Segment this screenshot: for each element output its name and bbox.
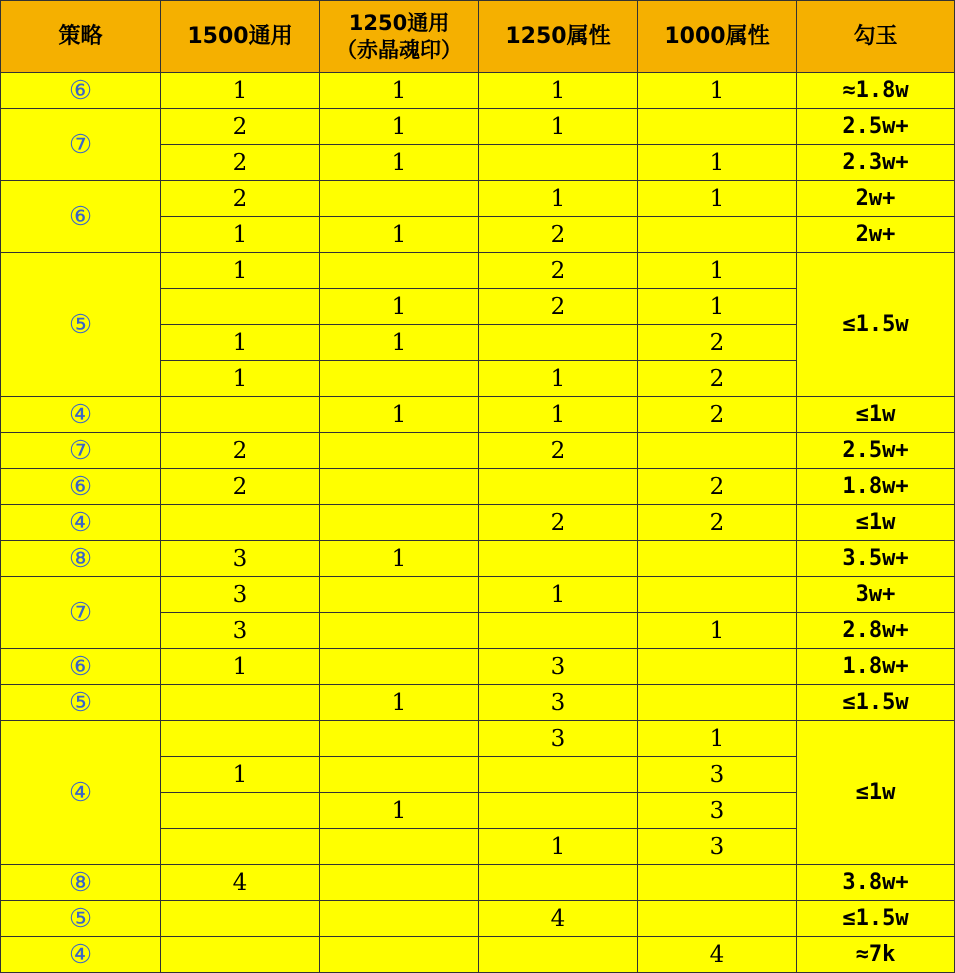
cell-1250-attribute	[479, 325, 638, 361]
cell-1000-attribute: 3	[638, 757, 797, 793]
table-row	[1, 865, 955, 901]
header-1250-attribute: 1250属性	[479, 1, 638, 73]
header-1250-general	[320, 1, 479, 73]
cell-strategy: ⑦	[1, 433, 161, 469]
cell-1500-general	[161, 397, 320, 433]
cell-strategy: ⑥	[1, 181, 161, 253]
cell-1250-general	[320, 829, 479, 865]
cell-1250-attribute: 2	[479, 253, 638, 289]
cell-strategy: ④	[1, 397, 161, 433]
cell-1500-general	[161, 505, 320, 541]
cell-1250-general	[320, 577, 479, 613]
table-row	[1, 253, 955, 289]
cell-1250-general	[320, 937, 479, 973]
table-row	[1, 937, 955, 973]
cell-strategy: ⑦	[1, 109, 161, 181]
cell-1500-general	[161, 793, 320, 829]
cell-1250-general	[320, 181, 479, 217]
cell-1000-attribute: 1	[638, 181, 797, 217]
cell-1500-general: 3	[161, 541, 320, 577]
cell-magatama: 2.5w+	[797, 433, 955, 469]
cell-1250-general	[320, 505, 479, 541]
cell-1000-attribute	[638, 109, 797, 145]
cell-strategy: ④	[1, 721, 161, 865]
cell-1000-attribute: 1	[638, 721, 797, 757]
cell-1500-general	[161, 937, 320, 973]
cell-1250-general	[320, 613, 479, 649]
cell-1250-attribute: 1	[479, 109, 638, 145]
table-row	[1, 649, 955, 685]
cell-1500-general: 1	[161, 361, 320, 397]
cell-1500-general: 2	[161, 181, 320, 217]
cell-1250-general: 1	[320, 217, 479, 253]
cell-magatama: 1.8w+	[797, 649, 955, 685]
table-row	[1, 397, 955, 433]
cell-1250-attribute: 1	[479, 181, 638, 217]
table-header	[1, 1, 955, 73]
cell-1250-attribute: 3	[479, 685, 638, 721]
cell-1500-general: 3	[161, 577, 320, 613]
cell-strategy: ⑥	[1, 649, 161, 685]
cell-1250-attribute: 3	[479, 721, 638, 757]
cell-1250-general: 1	[320, 325, 479, 361]
cell-1000-attribute	[638, 433, 797, 469]
cell-1000-attribute	[638, 541, 797, 577]
cell-strategy: ⑤	[1, 253, 161, 397]
cell-magatama: ≈1.8w	[797, 73, 955, 109]
cell-1250-attribute: 2	[479, 217, 638, 253]
cell-strategy: ⑤	[1, 901, 161, 937]
cell-1250-general	[320, 865, 479, 901]
cell-1250-general	[320, 901, 479, 937]
cell-magatama: 1.8w+	[797, 469, 955, 505]
table-row	[1, 73, 955, 109]
cell-strategy: ⑥	[1, 73, 161, 109]
header-1500-general: 1500通用	[161, 1, 320, 73]
cell-magatama: 2.3w+	[797, 145, 955, 181]
cell-1500-general: 1	[161, 217, 320, 253]
cell-1500-general: 2	[161, 109, 320, 145]
cell-1500-general	[161, 289, 320, 325]
table-row	[1, 685, 955, 721]
cell-magatama: 2w+	[797, 181, 955, 217]
table-row	[1, 721, 955, 757]
cell-1250-attribute: 1	[479, 73, 638, 109]
cell-1000-attribute: 2	[638, 505, 797, 541]
table-row	[1, 505, 955, 541]
cell-1250-attribute	[479, 469, 638, 505]
cell-1250-attribute: 1	[479, 577, 638, 613]
cell-1250-general	[320, 361, 479, 397]
cell-1000-attribute	[638, 217, 797, 253]
table-row	[1, 109, 955, 145]
cell-1250-attribute: 2	[479, 505, 638, 541]
cell-magatama: 3w+	[797, 577, 955, 613]
table-row	[1, 469, 955, 505]
cell-1000-attribute: 2	[638, 361, 797, 397]
cell-strategy: ④	[1, 937, 161, 973]
cell-1250-attribute	[479, 613, 638, 649]
cell-1000-attribute: 3	[638, 829, 797, 865]
cell-1000-attribute	[638, 901, 797, 937]
cell-1000-attribute: 1	[638, 73, 797, 109]
cell-1250-general: 1	[320, 73, 479, 109]
cell-1250-attribute	[479, 793, 638, 829]
table-row	[1, 577, 955, 613]
table-row	[1, 181, 955, 217]
table-body	[1, 73, 955, 973]
cell-magatama: ≤1w	[797, 721, 955, 865]
header-magatama: 勾玉	[797, 1, 955, 73]
cell-1500-general: 1	[161, 757, 320, 793]
cell-1250-attribute	[479, 145, 638, 181]
header-row	[1, 1, 955, 73]
cell-1500-general	[161, 829, 320, 865]
cell-1000-attribute: 1	[638, 145, 797, 181]
cell-1500-general: 1	[161, 73, 320, 109]
cell-1250-general: 1	[320, 793, 479, 829]
cell-1250-general: 1	[320, 109, 479, 145]
cell-1000-attribute: 1	[638, 289, 797, 325]
cell-1250-attribute: 3	[479, 649, 638, 685]
cell-strategy: ⑧	[1, 865, 161, 901]
cell-1000-attribute: 2	[638, 397, 797, 433]
cell-1000-attribute: 4	[638, 937, 797, 973]
cell-strategy: ④	[1, 505, 161, 541]
cell-magatama: 2w+	[797, 217, 955, 253]
cell-magatama: 2.8w+	[797, 613, 955, 649]
cell-1500-general: 1	[161, 325, 320, 361]
cell-magatama: ≤1.5w	[797, 685, 955, 721]
header-1250-general-line2: （赤晶魂印）	[336, 37, 462, 62]
cell-1250-attribute	[479, 757, 638, 793]
cell-1000-attribute	[638, 685, 797, 721]
cell-1250-attribute: 1	[479, 829, 638, 865]
cell-strategy: ⑧	[1, 541, 161, 577]
cell-1000-attribute	[638, 649, 797, 685]
cell-1500-general: 1	[161, 649, 320, 685]
cell-1500-general: 2	[161, 433, 320, 469]
cell-1500-general	[161, 901, 320, 937]
cell-1250-general	[320, 721, 479, 757]
cell-1500-general: 2	[161, 469, 320, 505]
cell-1250-attribute: 1	[479, 397, 638, 433]
cell-magatama: ≤1.5w	[797, 901, 955, 937]
cell-1250-general: 1	[320, 541, 479, 577]
cell-1250-general: 1	[320, 289, 479, 325]
table-row	[1, 901, 955, 937]
cell-magatama: 2.5w+	[797, 109, 955, 145]
cell-1000-attribute: 1	[638, 253, 797, 289]
cell-1250-attribute: 2	[479, 289, 638, 325]
cell-1250-attribute	[479, 865, 638, 901]
cell-1000-attribute: 2	[638, 469, 797, 505]
cell-1000-attribute	[638, 577, 797, 613]
header-strategy: 策略	[1, 1, 161, 73]
cell-magatama: 3.8w+	[797, 865, 955, 901]
cell-magatama: ≤1w	[797, 505, 955, 541]
cell-1000-attribute: 2	[638, 325, 797, 361]
cell-strategy: ⑥	[1, 469, 161, 505]
cell-1000-attribute	[638, 865, 797, 901]
cell-1250-general: 1	[320, 397, 479, 433]
cell-magatama: ≈7k	[797, 937, 955, 973]
cell-1250-general: 1	[320, 685, 479, 721]
cell-1250-general	[320, 649, 479, 685]
cell-1000-attribute: 3	[638, 793, 797, 829]
cell-1500-general: 4	[161, 865, 320, 901]
cell-1250-attribute: 1	[479, 361, 638, 397]
cell-1250-general	[320, 757, 479, 793]
header-1250-general-line1: 1250通用	[348, 10, 450, 35]
table-row	[1, 433, 955, 469]
cell-1500-general: 3	[161, 613, 320, 649]
cell-1250-attribute: 4	[479, 901, 638, 937]
cell-1250-attribute: 2	[479, 433, 638, 469]
cell-1500-general: 1	[161, 253, 320, 289]
cell-1250-general	[320, 253, 479, 289]
cell-1250-general: 1	[320, 145, 479, 181]
cell-1500-general: 2	[161, 145, 320, 181]
cell-1000-attribute: 1	[638, 613, 797, 649]
cell-1500-general	[161, 721, 320, 757]
table-row	[1, 541, 955, 577]
cell-magatama: 3.5w+	[797, 541, 955, 577]
cell-1250-general	[320, 433, 479, 469]
cell-strategy: ⑤	[1, 685, 161, 721]
cell-1250-general	[320, 469, 479, 505]
cell-magatama: ≤1w	[797, 397, 955, 433]
cell-strategy: ⑦	[1, 577, 161, 649]
cell-1250-attribute	[479, 937, 638, 973]
cell-1250-attribute	[479, 541, 638, 577]
cell-magatama: ≤1.5w	[797, 253, 955, 397]
cell-1500-general	[161, 685, 320, 721]
header-1000-attribute: 1000属性	[638, 1, 797, 73]
